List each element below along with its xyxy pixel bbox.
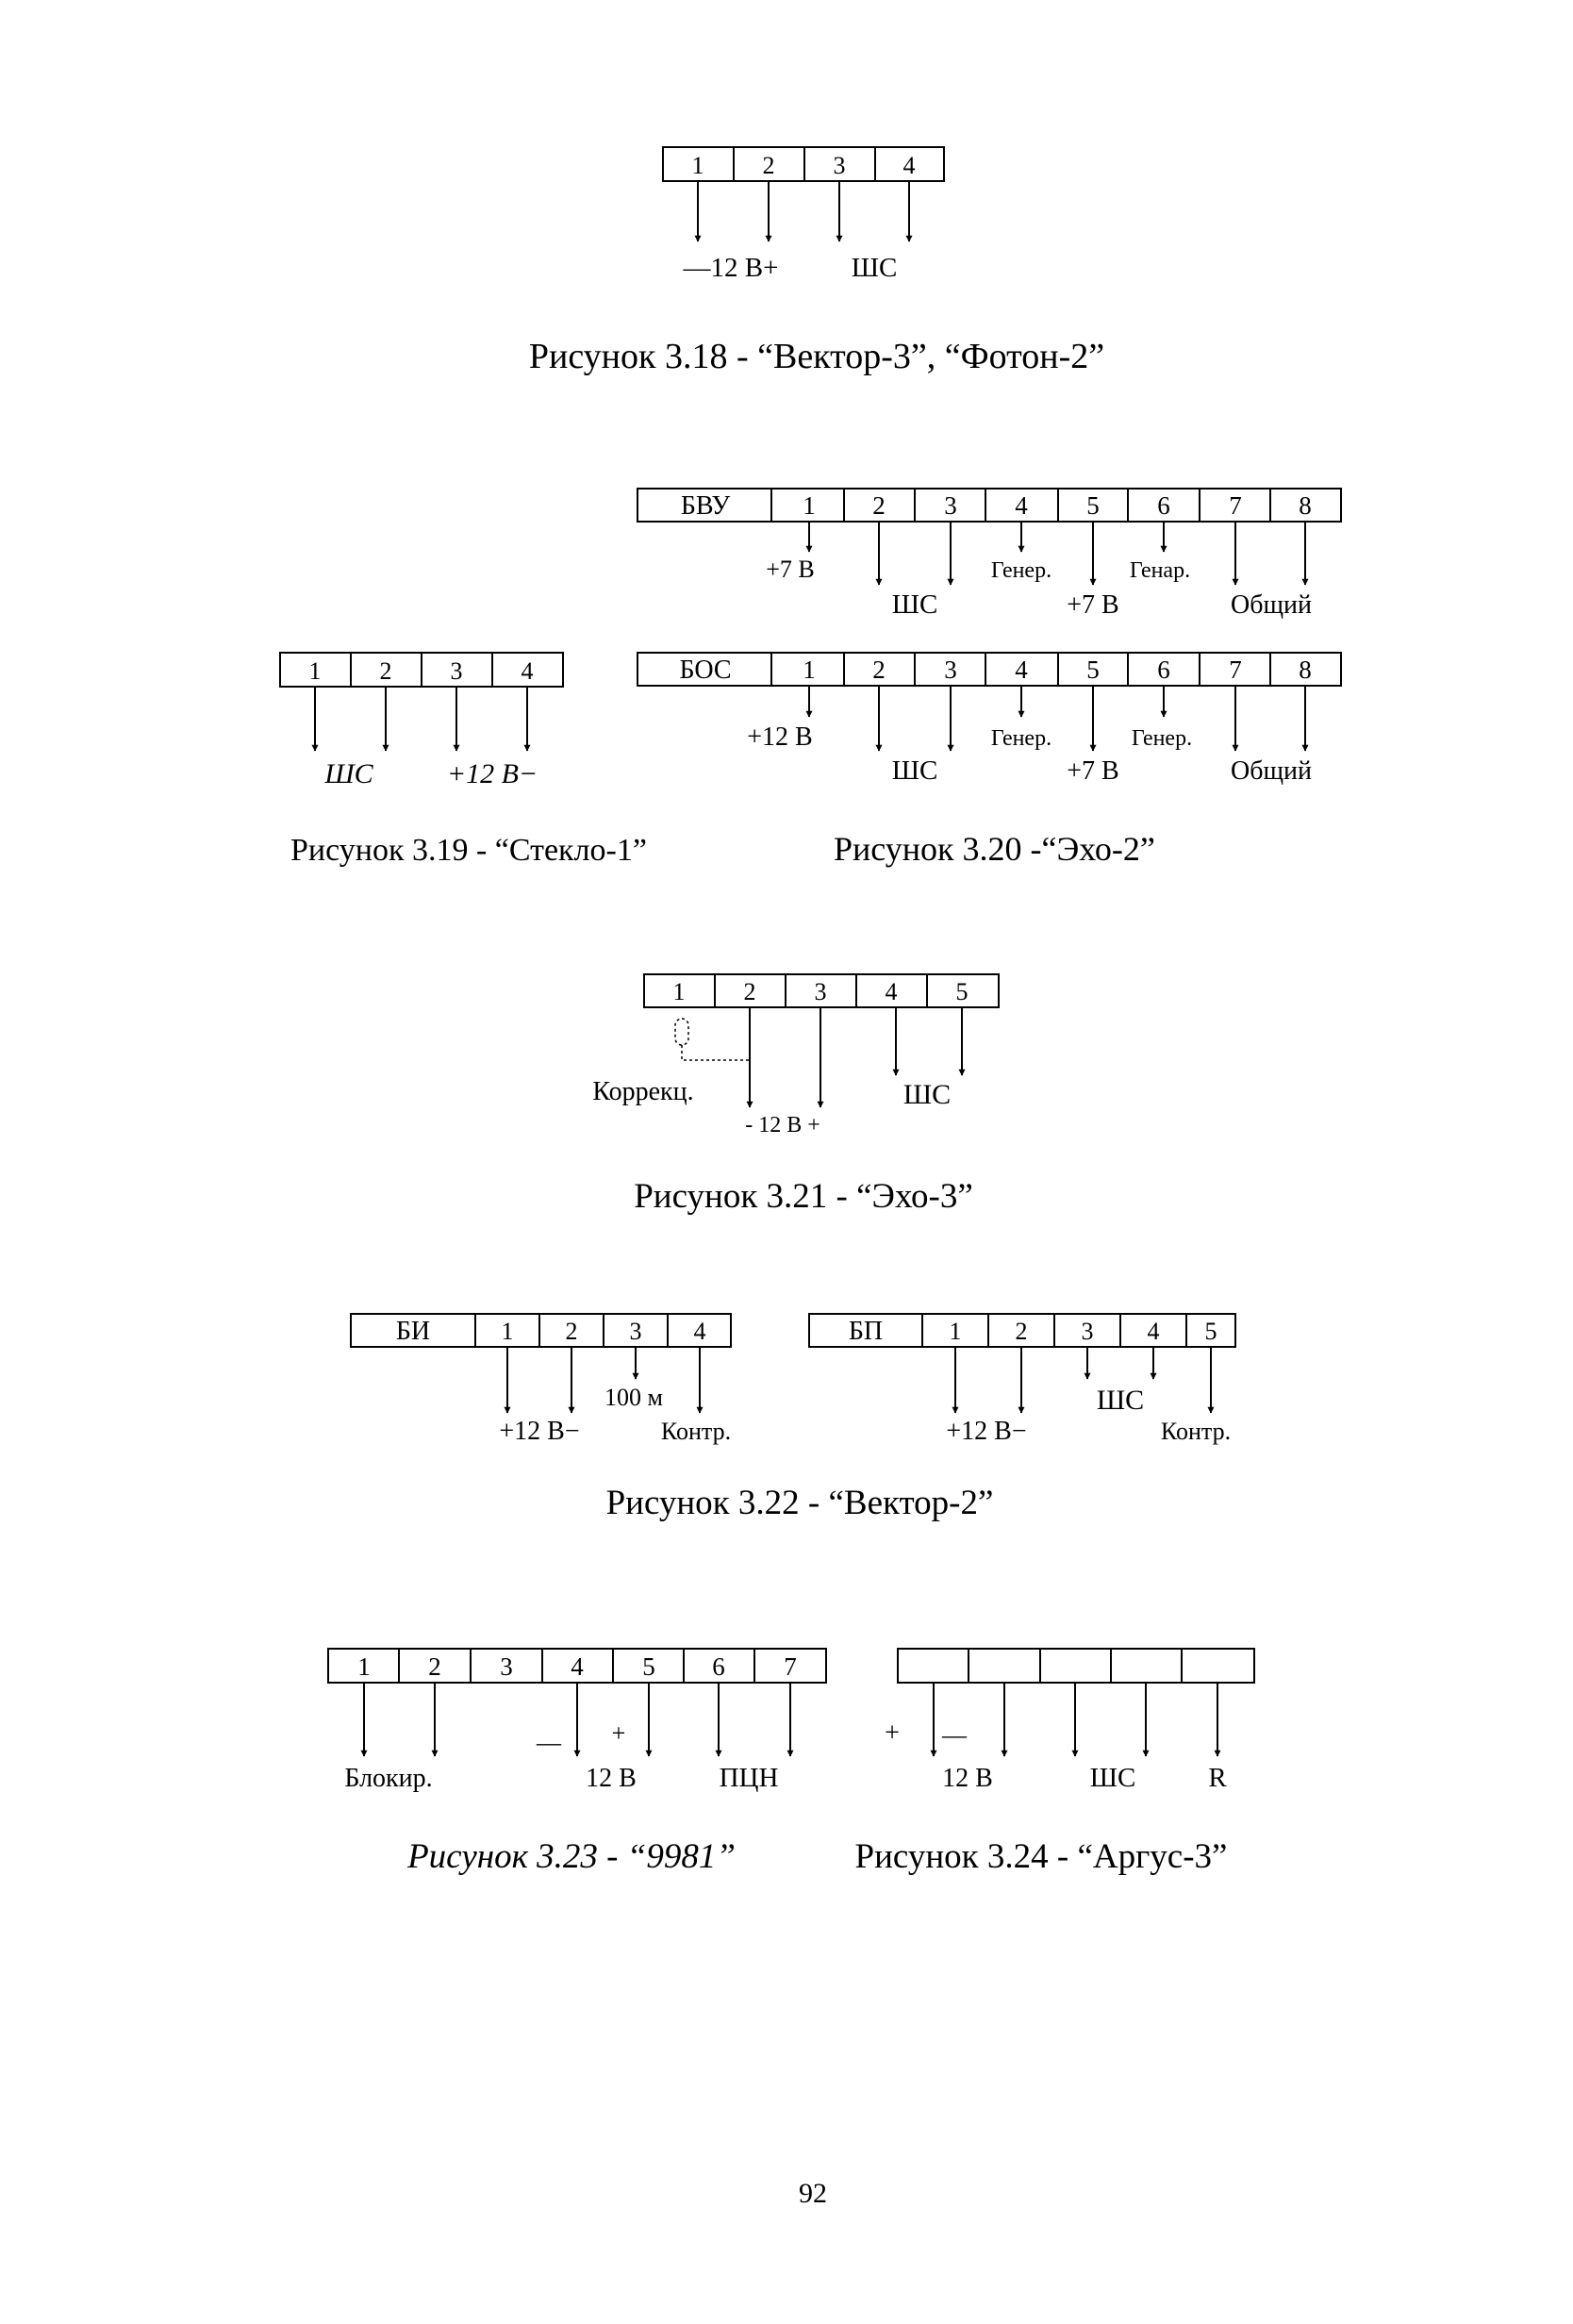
figure-3-22-bp — [809, 1314, 1235, 1446]
wire-label: +7 В — [1067, 756, 1119, 786]
terminal-number: 1 — [803, 491, 816, 520]
figure-caption: Рисунок 3.24 - “Аргус-3” — [854, 1837, 1228, 1876]
figure-3-19 — [280, 653, 647, 868]
wire-arrows — [955, 1347, 1211, 1413]
wire-label: + — [611, 1719, 626, 1747]
block-name: БИ — [395, 1317, 431, 1346]
figure-3-24 — [855, 1649, 1254, 1876]
wire-label: Генар. — [1129, 558, 1191, 583]
wire-label: +12 В — [747, 722, 813, 752]
figure-caption: Рисунок 3.19 - “Стекло-1” — [290, 833, 647, 868]
wire-label: Контр. — [660, 1418, 732, 1445]
terminal-number: 3 — [814, 978, 827, 1005]
terminal-number: 6 — [1157, 656, 1170, 684]
terminal-number: 4 — [1015, 656, 1028, 684]
wire-label: Генер. — [1131, 726, 1193, 751]
figure-caption: Рисунок 3.21 - “Эхо-3” — [634, 1177, 973, 1216]
figure-caption: Рисунок 3.22 - “Вектор-2” — [605, 1484, 994, 1522]
terminal-number: 1 — [691, 152, 704, 179]
wire-label: +12 В− — [946, 1417, 1027, 1446]
terminal-number: 2 — [379, 657, 392, 685]
terminal-number: 2 — [428, 1652, 441, 1681]
terminal-number: 1 — [308, 657, 322, 685]
terminal-number: 5 — [1086, 491, 1100, 520]
wire-arrows — [809, 686, 1305, 751]
terminal-number: 6 — [1157, 491, 1170, 520]
wire-arrows — [934, 1683, 1217, 1756]
wire-label: +12 В− — [499, 1417, 580, 1446]
wire-label: ШС — [902, 1079, 952, 1110]
terminal-number: 4 — [571, 1652, 584, 1681]
terminal-number: 2 — [762, 152, 775, 179]
block-name: БОС — [679, 656, 732, 685]
wire-label: Генер. — [990, 558, 1052, 583]
terminal-number: 5 — [955, 978, 969, 1005]
figure-3-18 — [529, 147, 1104, 376]
wire-label: ШС — [891, 755, 938, 786]
page-number: 92 — [799, 2178, 827, 2209]
wire-label: — — [942, 1721, 967, 1749]
terminal-number: 3 — [944, 491, 957, 520]
terminal-number: 1 — [949, 1318, 962, 1345]
terminal-number: 4 — [885, 978, 898, 1005]
terminal-number: 4 — [1147, 1318, 1160, 1345]
terminal-number: 3 — [944, 656, 957, 684]
terminal-number: 2 — [743, 978, 756, 1005]
terminal-number: 7 — [1229, 656, 1242, 684]
wire-label: ШС — [324, 758, 373, 789]
wire-label: +7 В — [1067, 590, 1119, 620]
terminal-number: 4 — [521, 657, 534, 685]
figure-3-20-bos — [637, 653, 1341, 868]
terminal-number: 1 — [803, 656, 816, 684]
terminal-number: 2 — [1015, 1318, 1028, 1345]
wire-label: ШС — [1089, 1763, 1136, 1793]
terminal-number: 8 — [1299, 656, 1312, 684]
terminal-number: 7 — [1229, 491, 1242, 520]
wire-label: +7 В — [766, 556, 815, 583]
wire-label: —12 В+ — [683, 253, 779, 283]
terminal-number: 4 — [693, 1318, 706, 1345]
terminal-number: 1 — [501, 1318, 514, 1345]
terminal-number: 7 — [784, 1652, 797, 1681]
block-name: БП — [848, 1317, 884, 1346]
terminal-number: 1 — [672, 978, 686, 1005]
wire-arrows — [507, 1347, 700, 1413]
wire-label: ПЦН — [719, 1763, 779, 1793]
terminal-number: 3 — [500, 1652, 513, 1681]
terminal-number: 2 — [872, 491, 886, 520]
wire-label: + — [885, 1718, 900, 1748]
terminal-number: 2 — [565, 1318, 578, 1345]
figure-3-22-bi — [351, 1314, 731, 1446]
wire-arrows — [698, 181, 909, 241]
wire-label: Генер. — [990, 726, 1052, 751]
wire-label: Общий — [1231, 756, 1312, 786]
figure-caption: Рисунок 3.20 -“Эхо-2” — [834, 830, 1155, 868]
figure-caption: Рисунок 3.23 - “9981” — [407, 1837, 736, 1876]
wire-label: 12 В — [586, 1764, 637, 1793]
wire-label: +12 В− — [446, 758, 538, 789]
wire-arrows — [364, 1683, 790, 1756]
figure-3-23 — [328, 1649, 826, 1876]
correction-dotted-link — [675, 1019, 750, 1060]
figure-3-21 — [592, 974, 999, 1216]
terminal-number: 5 — [642, 1652, 655, 1681]
wire-label: ШС — [1096, 1385, 1145, 1416]
wire-label: R — [1208, 1763, 1227, 1793]
terminal-number: 1 — [357, 1652, 371, 1681]
wire-label: 100 м — [604, 1384, 663, 1411]
terminal-number: 2 — [872, 656, 886, 684]
terminal-block — [663, 147, 944, 181]
wire-label: Коррекц. — [592, 1077, 694, 1106]
terminal-number: 3 — [629, 1318, 642, 1345]
block-name: БВУ — [680, 491, 731, 521]
terminal-number: 5 — [1086, 656, 1100, 684]
terminal-number: 8 — [1299, 491, 1312, 520]
figure-3-20-bvu — [637, 489, 1341, 620]
wire-arrows — [315, 687, 527, 751]
terminal-number: 4 — [902, 152, 916, 179]
wire-label: — — [537, 1729, 561, 1756]
wire-label: ШС — [891, 589, 938, 620]
wire-label: Блокир. — [344, 1764, 433, 1793]
wire-label: Общий — [1231, 590, 1312, 620]
wire-label: - 12 В + — [745, 1113, 820, 1137]
terminal-number: 3 — [450, 657, 463, 685]
terminal-number: 6 — [712, 1652, 725, 1681]
wire-label: 12 В — [942, 1764, 993, 1793]
terminal-number: 3 — [833, 152, 846, 179]
terminal-number: 5 — [1204, 1318, 1217, 1345]
wire-label: ШС — [851, 253, 898, 283]
terminal-number: 3 — [1081, 1318, 1094, 1345]
wire-label: Контр. — [1160, 1418, 1232, 1445]
figure-caption: Рисунок 3.18 - “Вектор-3”, “Фотон-2” — [528, 337, 1105, 376]
wire-arrows — [809, 522, 1305, 585]
terminal-number: 4 — [1015, 491, 1028, 520]
